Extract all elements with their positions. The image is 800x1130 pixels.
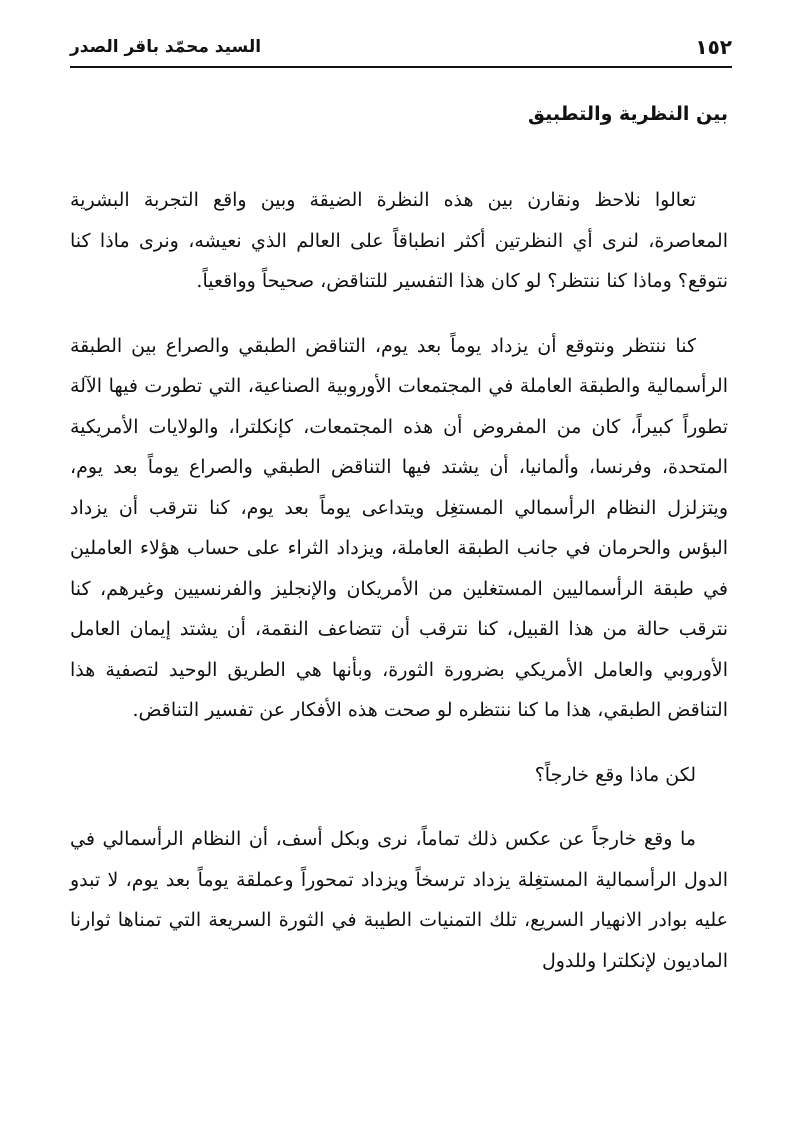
paragraph: ما وقع خارجاً عن عكس ذلك تماماً، نرى وبكل أسف، أن النظام الرأسمالي في الدول الرأسمالية المستغِلة يزداد ترسخاً ويزداد تمحوراً وعملقة يوماً بعد يوم، لا تبدو عليه بوادر الانهيار السريع، تلك التمنيات الطيبة في الثورة السريعة التي تمناها ثوارنا الماديون لإنكلترا وللدول bbox=[70, 828, 728, 972]
paragraph: لكن ماذا وقع خارجاً؟ bbox=[534, 763, 696, 786]
page-body bbox=[70, 94, 728, 1005]
section-heading: بين النظرية والتطبيق bbox=[528, 103, 728, 125]
paragraph: كنا ننتظر ونتوقع أن يزداد يوماً بعد يوم، التناقض الطبقي والصراع بين الطبقة الرأسمالية والطبقة العاملة في المجتمعات الأوروبية الصناعية، التي تطورت فيها الآلة تطوراً كبيراً، كان من المفروض أن هذه المجتمعات، كإنكلترا، والولايات الأمريكية المتحدة، وفرنسا، وألمانيا، أن يشتد فيها التناقض الطبقي والصراع يوماً بعد يوم، ويتزلزل النظام الرأسمالي المستغِل ويتداعى يوماً بعد يوم، كنا نترقب أن يزداد البؤس والحرمان في جانب الطبقة العاملة، ويزداد الثراء على حساب هؤلاء العاملين في طبقة الرأسماليين المستغلين من الأمريكان والإنجليز والفرنسيين وغيرهم، كنا نترقب حالة من هذا القبيل، كنا نترقب أن تتضاعف النقمة، أن يشتد إيمان العامل الأوروبي والعامل الأمريكي بضرورة الثورة، وبأنها هي الطريق الوحيد لتصفية هذا التناقض الطبقي، هذا ما كنا ننتظره لو صحت هذه الأفكار عن تفسير التناقض. bbox=[70, 334, 728, 721]
running-title: السيد محمّد باقر الصدر bbox=[70, 37, 262, 57]
header-divider bbox=[70, 66, 732, 68]
page-header bbox=[70, 30, 732, 64]
paragraph: تعالوا نلاحظ ونقارن بين هذه النظرة الضيقة وبين واقع التجربة البشرية المعاصرة، لنرى أي النظرتين أكثر انطباقاً على العالم الذي نعيشه، ونرى ماذا كنا نتوقع؟ وماذا كنا ننتظر؟ لو كان هذا التفسير للتناقض، صحيحاً وواقعياً. bbox=[70, 189, 728, 292]
page-number: ١٥٢ bbox=[695, 35, 732, 59]
